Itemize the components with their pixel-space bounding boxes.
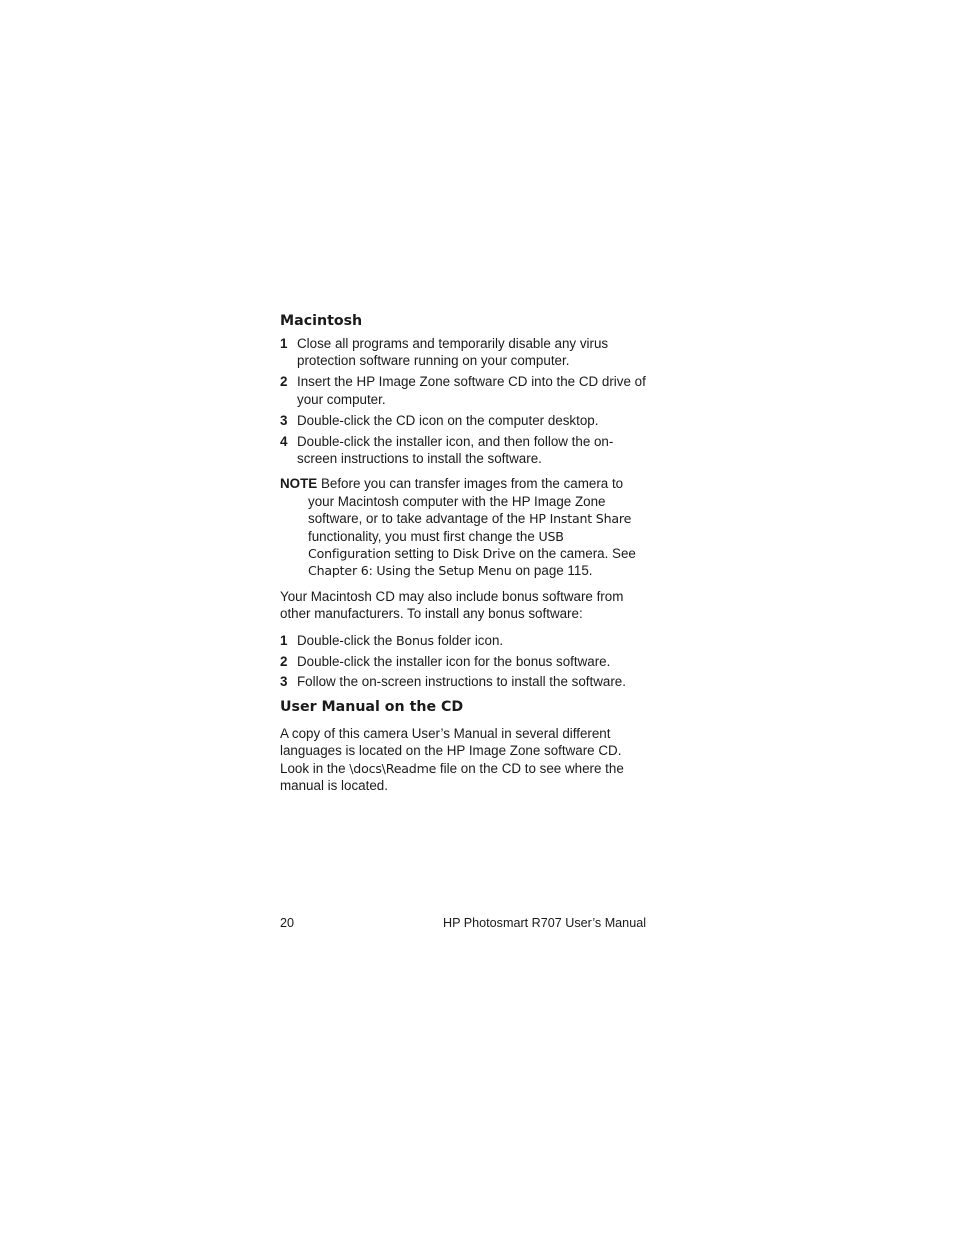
step-number: 3: [280, 674, 288, 690]
step-text: Double-click the: [297, 632, 393, 648]
list-item: [280, 653, 646, 670]
bonus-steps-list: [280, 632, 646, 691]
step-text: Double-click the CD icon on the computer desktop.: [297, 412, 599, 428]
list-item: [280, 632, 646, 649]
macintosh-heading: Macintosh: [280, 313, 363, 329]
bonus-intro-paragraph: Your Macintosh CD may also include bonus software from other manufacturers. To install any bonus software:: [280, 588, 624, 622]
page-number: 20: [280, 916, 295, 930]
list-item: [280, 335, 646, 370]
ui-term-instant-share: HP Instant Share: [529, 511, 632, 527]
user-manual-paragraph: [280, 725, 646, 795]
step-text: Follow the on-screen instructions to install the software.: [297, 674, 626, 690]
step-number: 2: [280, 653, 288, 669]
ui-term-usb-configuration: USB Configuration: [308, 528, 564, 561]
step-number: 1: [280, 632, 288, 648]
readme-path: \docs\Readme: [349, 760, 437, 776]
footer-title: HP Photosmart R707 User’s Manual: [443, 916, 646, 930]
step-text: Insert the HP Image Zone software CD into the CD drive of your computer.: [297, 374, 646, 407]
step-number: 2: [280, 374, 288, 390]
chapter-reference: Chapter 6: Using the Setup Menu: [308, 563, 512, 579]
ui-term-bonus: Bonus: [396, 632, 434, 648]
ui-term-disk-drive: Disk Drive: [452, 545, 516, 561]
list-item: [280, 373, 646, 408]
step-number: 3: [280, 412, 288, 428]
note-label: NOTE: [280, 476, 318, 492]
paragraph-text: file on the CD to see where the manual is located.: [280, 760, 624, 794]
note-text: Before you can transfer images from the camera to your Macintosh computer with the HP Image Zone software, or to take advantage of the: [308, 476, 624, 527]
page-content: [280, 311, 646, 794]
step-text: Double-click the installer icon, and then follow the on-screen instructions to install the software.: [297, 433, 614, 466]
step-text: folder icon.: [437, 632, 504, 648]
paragraph-text: A copy of this camera User’s Manual in several different languages is located on the HP Image Zone software CD. Look in the: [280, 725, 622, 776]
user-manual-heading: User Manual on the CD: [280, 698, 464, 715]
step-number: 1: [280, 336, 288, 351]
install-steps-list: [280, 335, 646, 467]
note-text: functionality, you must first change the: [308, 528, 535, 544]
step-number: 4: [280, 433, 288, 449]
note-text: on page 115.: [515, 563, 593, 579]
step-text: Close all programs and temporarily disable any virus protection software running on your computer.: [297, 336, 609, 369]
list-item: [280, 433, 646, 468]
list-item: [280, 673, 646, 690]
list-item: [280, 412, 646, 429]
note-text: setting to: [394, 545, 449, 561]
note-block: [280, 475, 646, 579]
note-text: on the camera. See: [519, 545, 636, 561]
step-text: Double-click the installer icon for the bonus software.: [297, 653, 611, 669]
